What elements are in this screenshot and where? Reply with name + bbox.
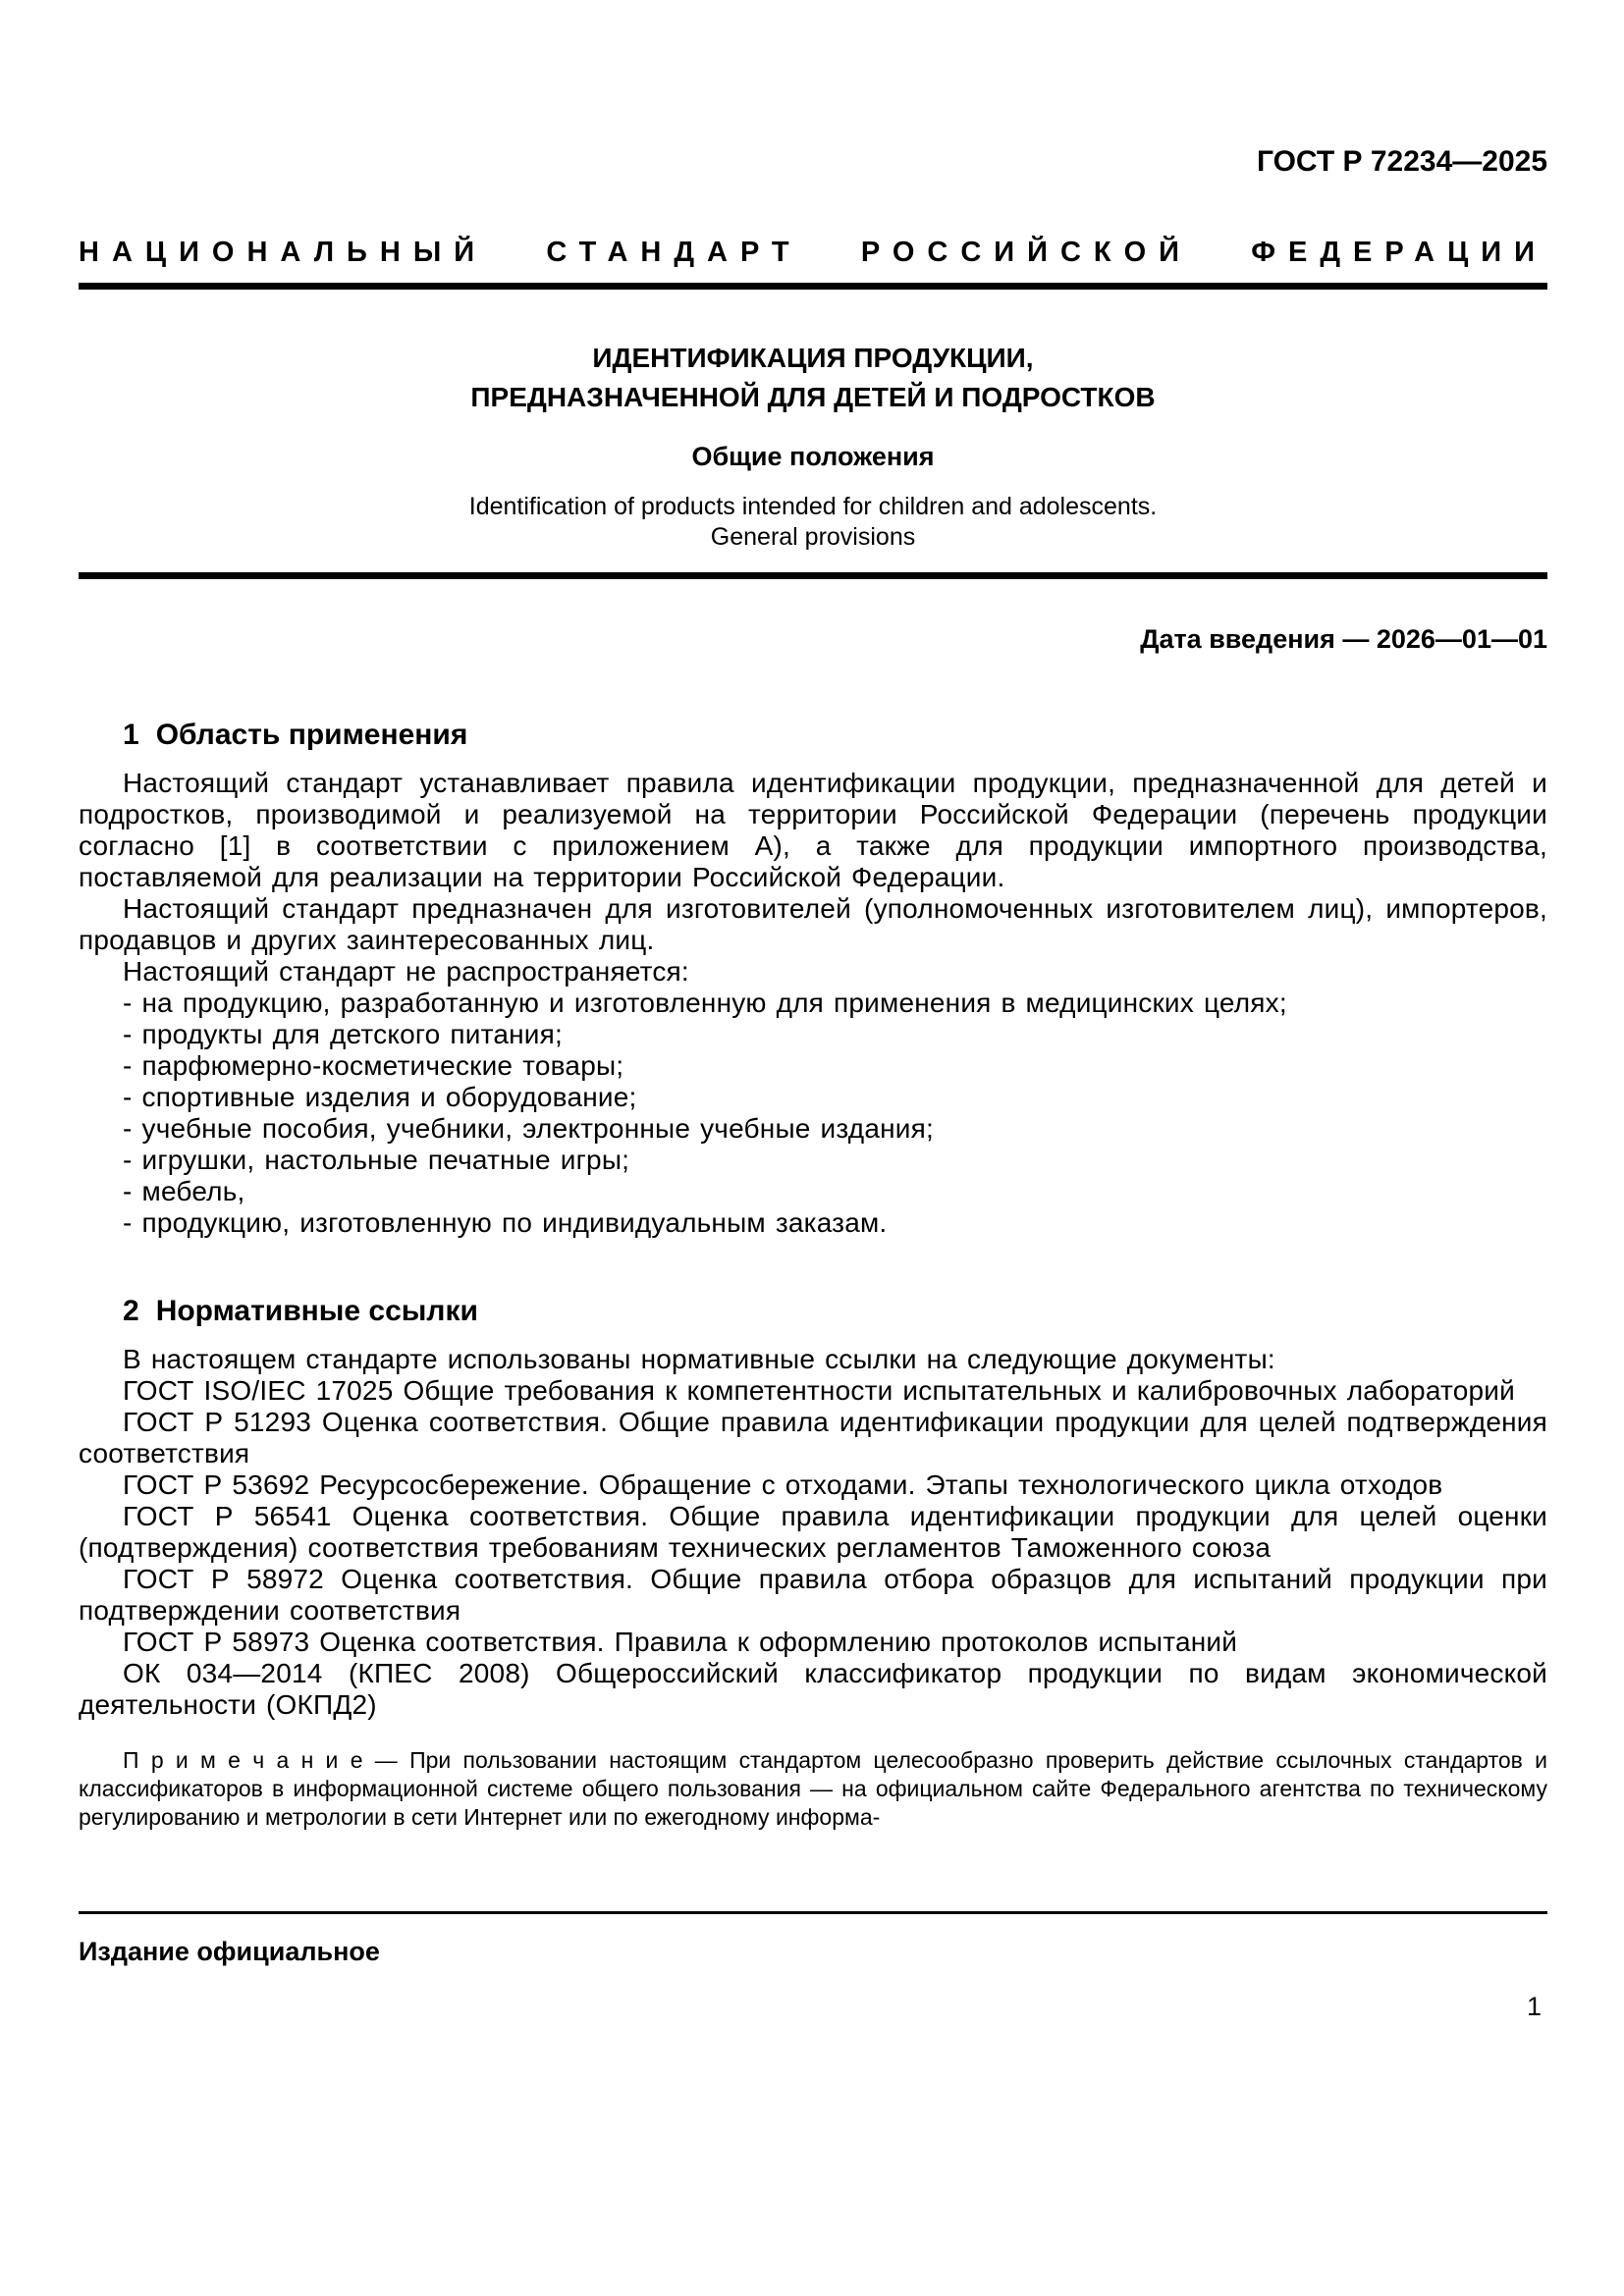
exclusion-list-item: - спортивные изделия и оборудование; xyxy=(123,1082,637,1112)
edition-label: Издание официальное xyxy=(79,1937,380,1966)
page-number: 1 xyxy=(1526,1992,1542,2021)
section-2-number: 2 xyxy=(123,1295,139,1327)
reference-item: ГОСТ Р 51293 Оценка соответствия. Общие правила идентификации продукции для целей подтверждения соответствия xyxy=(79,1407,1547,1468)
title-line-2: ПРЕДНАЗНАЧЕННОЙ ДЛЯ ДЕТЕЙ И ПОДРОСТКОВ xyxy=(470,382,1156,412)
document-subtitle: Общие положения xyxy=(691,442,935,471)
document-title-ru xyxy=(79,339,1547,417)
scope-paragraph: Настоящий стандарт устанавливает правила идентификации продукции, предназначенной для детей и подростков, производимой и реализуемой на территории Российской Федерации (перечень продукции согласно [1] в соответствии с приложением А), а также для продукции импортного производства, поставляемой для реализации на территории Российской Федерации. xyxy=(79,768,1547,892)
note-paragraph xyxy=(79,1746,1547,1832)
reference-item: ОК 034—2014 (КПЕС 2008) Общероссийский классификатор продукции по видам экономической деятельности (ОКПД2) xyxy=(79,1658,1547,1720)
note-label: П р и м е ч а н и е xyxy=(123,1747,363,1773)
header-rule xyxy=(79,283,1547,290)
exclusion-list-item: - продукты для детского питания; xyxy=(123,1019,563,1049)
section-1-number: 1 xyxy=(123,719,139,751)
section-1-title: Область применения xyxy=(155,719,468,751)
document-title-en xyxy=(79,492,1547,553)
exclusion-list-item: - парфюмерно-косметические товары; xyxy=(123,1050,624,1081)
exclusion-list-item: - продукцию, изготовленную по индивидуальным заказам. xyxy=(123,1207,888,1238)
exclusion-list-item: - учебные пособия, учебники, электронные учебные издания; xyxy=(123,1113,934,1144)
section-2-title: Нормативные ссылки xyxy=(155,1295,478,1327)
footer-rule xyxy=(79,1911,1547,1914)
exclusion-list-item: - на продукцию, разработанную и изготовленную для применения в медицинских целях; xyxy=(123,988,1287,1018)
exclusion-list-item: - мебель, xyxy=(123,1176,245,1206)
title-line-1: ИДЕНТИФИКАЦИЯ ПРОДУКЦИИ, xyxy=(592,343,1034,373)
section-2-heading xyxy=(79,1294,1547,1328)
scope-paragraph: Настоящий стандарт предназначен для изготовителей (уполномоченных изготовителем лиц), импортеров, продавцов и других заинтересованных лиц. xyxy=(79,893,1547,955)
note-text: — При пользовании настоящим стандартом целесообразно проверить действие ссылочных стандартов и классификаторов в информационной системе общего пользования — на официальном сайте Федерального агентства по техническому регулированию и метрологии в сети Интернет или по ежегодному информа- xyxy=(79,1747,1548,1830)
reference-item: ГОСТ Р 58973 Оценка соответствия. Правила к оформлению протоколов испытаний xyxy=(123,1627,1238,1657)
effective-date: Дата введения — 2026—01—01 xyxy=(1140,624,1547,654)
section-1-heading xyxy=(79,718,1547,752)
reference-item: ГОСТ Р 56541 Оценка соответствия. Общие правила идентификации продукции для целей оценки (подтверждения) соответствия требованиям технических регламентов Таможенного союза xyxy=(79,1501,1547,1563)
doc-number: ГОСТ Р 72234—2025 xyxy=(1256,145,1547,178)
standard-type-banner: НАЦИОНАЛЬНЫЙ СТАНДАРТ РОССИЙСКОЙ ФЕДЕРАЦИИ xyxy=(79,237,1547,268)
exclusion-list-item: - игрушки, настольные печатные игры; xyxy=(123,1145,630,1175)
title-en-line-1: Identification of products intended for children and adolescents. xyxy=(468,493,1158,520)
scope-paragraph: Настоящий стандарт не распространяется: xyxy=(123,956,689,987)
reference-item: ГОСТ Р 58972 Оценка соответствия. Общие правила отбора образцов для испытаний продукции при подтверждении соответствия xyxy=(79,1564,1547,1626)
title-en-line-2: General provisions xyxy=(710,523,916,551)
references-intro: В настоящем стандарте использованы нормативные ссылки на следующие документы: xyxy=(123,1344,1275,1374)
reference-item: ГОСТ Р 53692 Ресурсосбережение. Обращение с отходами. Этапы технологического цикла отходов xyxy=(123,1469,1443,1500)
reference-item: ГОСТ ISO/IEC 17025 Общие требования к компетентности испытательных и калибровочных лабораторий xyxy=(123,1375,1515,1406)
title-rule xyxy=(79,572,1547,579)
